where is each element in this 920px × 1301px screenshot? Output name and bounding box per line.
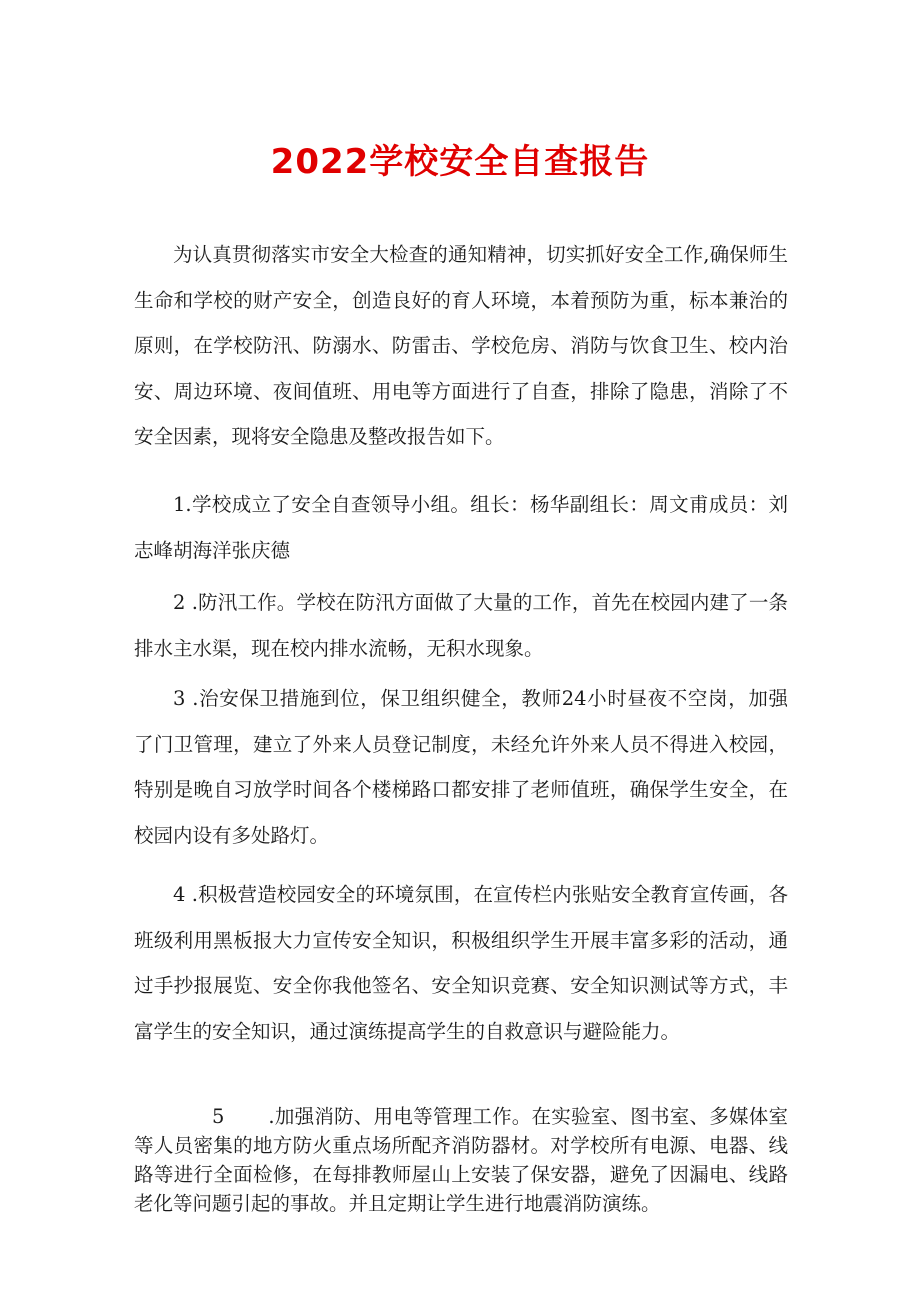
intro-paragraph: 为认真贯彻落实市安全大检查的通知精神，切实抓好安全工作,确保师生生命和学校的财产安全，创造良好的育人环境，本着预防为重，标本兼治的原则，在学校防汛、防溺水、防雷击、学校危房、消防与饮食卫生、校内治安、周边环境、夜间值班、用电等方面进行了自查，排除了隐患，消除了不安全因素，现将安全隐患及整改报告如下。: [134, 243, 788, 449]
item-1-paragraph: 1.学校成立了安全自查领导小组。组长：杨华副组长：周文甫成员：刘志峰胡海洋张庆德: [134, 493, 788, 562]
item-5-number: 5: [212, 1105, 225, 1128]
item-2-paragraph: 2 .防汛工作。学校在防汛方面做了大量的工作，首先在校园内建了一条排水主水渠，现在校内排水流畅，无积水现象。: [134, 591, 788, 660]
item-5-paragraph: [134, 1102, 788, 1218]
item-4-paragraph: 4 .积极营造校园安全的环境氛围，在宣传栏内张贴安全教育宣传画，各班级利用黑板报大力宣传安全知识，积极组织学生开展丰富多彩的活动，通过手抄报展览、安全你我他签名、安全知识竞赛、安全知识测试等方式，丰富学生的安全知识，通过演练提高学生的自救意识与避险能力。: [134, 883, 788, 1043]
item-3-paragraph: 3 .治安保卫措施到位，保卫组织健全，教师24小时昼夜不空岗，加强了门卫管理，建立了外来人员登记制度，未经允许外来人员不得进入校园，特别是晚自习放学时间各个楼梯路口都安排了老师值班，确保学生安全，在校园内设有多处路灯。: [134, 687, 788, 847]
item-5-text: .加强消防、用电等管理工作。在实验室、图书室、多媒体室等人员密集的地方防火重点场所配齐消防器材。对学校所有电源、电器、线路等进行全面检修，在每排教师屋山上安装了保安器，避免了因漏电、线路老化等问题引起的事故。并且定期让学生进行地震消防演练。: [134, 1105, 788, 1215]
document-title: 2022学校安全自查报告: [270, 142, 650, 182]
